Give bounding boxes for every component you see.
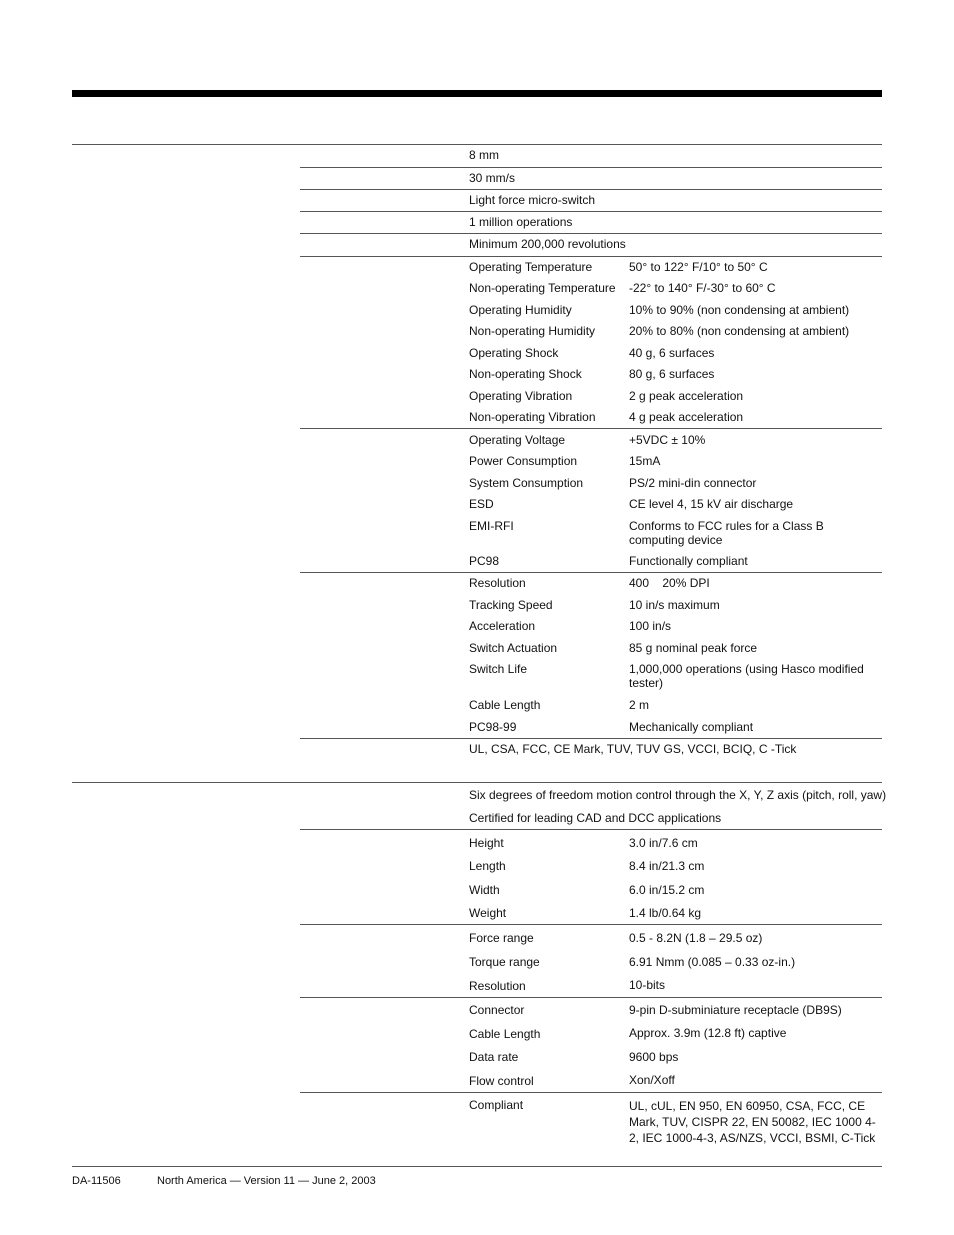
spec-label: Non-operating Shock [469,367,582,381]
footer-rule [72,1166,882,1167]
row-divider [300,738,882,739]
spec-value: 10% to 90% (non condensing at ambient) [629,303,850,317]
spec-value: 6.0 in/15.2 cm [629,883,705,897]
spec-value: 4 g peak acceleration [629,410,744,424]
spec-value: UL, cUL, EN 950, EN 60950, CSA, FCC, CE Mark, TUV, CISPR 22, EN 50082, IEC 1000 4-2, IEC 1000-4-3, AS/NZS, VCCI, BSMI, C-Tick [629,1099,876,1145]
spec-label: Tracking Speed [469,598,553,612]
spec-value: 15mA [629,454,661,468]
spec-label: Connector [469,1003,525,1017]
spec-label: Length [469,859,506,873]
spec-label: EMI-RFI [469,519,514,533]
spec-label: Non-operating Humidity [469,324,596,338]
spec-label: Compliant [469,1098,524,1112]
footer-doc-id: DA-11506 [72,1175,121,1187]
spec-label: Weight [469,906,507,920]
spec-value: Approx. 3.9m (12.8 ft) captive [629,1026,787,1040]
spec-value: Functionally compliant [629,554,748,568]
spec-value: PS/2 mini-din connector [629,476,757,490]
row-divider [300,829,882,830]
spec-label: Cable Length [469,698,541,712]
spec-value: 1.4 lb/0.64 kg [629,906,702,920]
spec-value: 8 mm [469,148,499,162]
row-divider [300,189,882,190]
spec-value: 30 mm/s [469,171,516,185]
spec-label: Width [469,883,500,897]
row-divider [300,1092,882,1093]
row-divider [300,256,882,257]
spec-value: Minimum 200,000 revolutions [469,237,626,251]
spec-label: Resolution [469,979,526,993]
spec-value: 9600 bps [629,1050,679,1064]
spec-value: Xon/Xoff [629,1073,675,1087]
spec-label: Power Consumption [469,454,578,468]
spec-value: 0.5 - 8.2N (1.8 – 29.5 oz) [629,931,763,945]
spec-value: -22° to 140° F/-30° to 60° C [629,281,776,295]
spec-label: Switch Actuation [469,641,558,655]
spec-value: 1 million operations [469,215,573,229]
row-divider [300,233,882,234]
spec-label: Operating Shock [469,346,559,360]
spec-label: Non-operating Temperature [469,281,616,295]
spec-value: 6.91 Nmm (0.085 – 0.33 oz-in.) [629,955,796,969]
spec-value: 100 in/s [629,619,672,633]
feature-item: Certified for leading CAD and DCC applications [469,811,722,825]
spec-value: 400 20% DPI [629,576,710,590]
spec-value: 2 g peak acceleration [629,389,744,403]
spec-label: Switch Life [469,662,528,676]
row-divider [300,211,882,212]
section-divider [72,782,882,783]
spec-value: 80 g, 6 surfaces [629,367,715,381]
spec-label: Operating Voltage [469,433,566,447]
spec-value: 3.0 in/7.6 cm [629,836,698,850]
spec-label: Height [469,836,504,850]
row-divider [300,997,882,998]
spec-value: 40 g, 6 surfaces [629,346,715,360]
row-divider [300,167,882,168]
spec-label: Flow control [469,1074,534,1088]
spec-value: 9-pin D-subminiature receptacle (DB9S) [629,1003,842,1017]
spec-value: Conforms to FCC rules for a Class B computing device [629,519,824,547]
spec-label: Non-operating Vibration [469,410,596,424]
spec-value: 8.4 in/21.3 cm [629,859,705,873]
spec-value: 20% to 80% (non condensing at ambient) [629,324,850,338]
feature-item: Six degrees of freedom motion control through the X, Y, Z axis (pitch, roll, yaw) [469,788,887,802]
spec-value: 10-bits [629,978,666,992]
spec-value: 10 in/s maximum [629,598,720,612]
spec-label: Acceleration [469,619,536,633]
spec-label: Operating Vibration [469,389,573,403]
row-divider [300,924,882,925]
spec-label: Operating Temperature [469,260,593,274]
spec-label: ESD [469,497,494,511]
spec-label: Cable Length [469,1027,541,1041]
row-divider [300,572,882,573]
spec-value: 85 g nominal peak force [629,641,758,655]
row-divider [300,428,882,429]
header-rule [72,90,882,97]
spec-label: Operating Humidity [469,303,572,317]
spec-value: Light force micro-switch [469,193,596,207]
spec-label: Torque range [469,955,540,969]
spec-value: CE level 4, 15 kV air discharge [629,497,794,511]
spec-value: 2 m [629,698,650,712]
section-divider [72,144,882,145]
spec-value: +5VDC ± 10% [629,433,706,447]
spec-label: System Consumption [469,476,584,490]
spec-value: 50° to 122° F/10° to 50° C [629,260,768,274]
spec-value: UL, CSA, FCC, CE Mark, TUV, TUV GS, VCCI, BCIQ, C -Tick [469,742,797,756]
spec-label: Data rate [469,1050,519,1064]
spec-label: Resolution [469,576,526,590]
spec-value: 1,000,000 operations (using Hasco modified tester) [629,662,864,690]
spec-label: Force range [469,931,534,945]
spec-value: Mechanically compliant [629,720,754,734]
spec-label: PC98-99 [469,720,517,734]
spec-label: PC98 [469,554,500,568]
footer-version: North America — Version 11 — June 2, 2003 [157,1175,376,1187]
